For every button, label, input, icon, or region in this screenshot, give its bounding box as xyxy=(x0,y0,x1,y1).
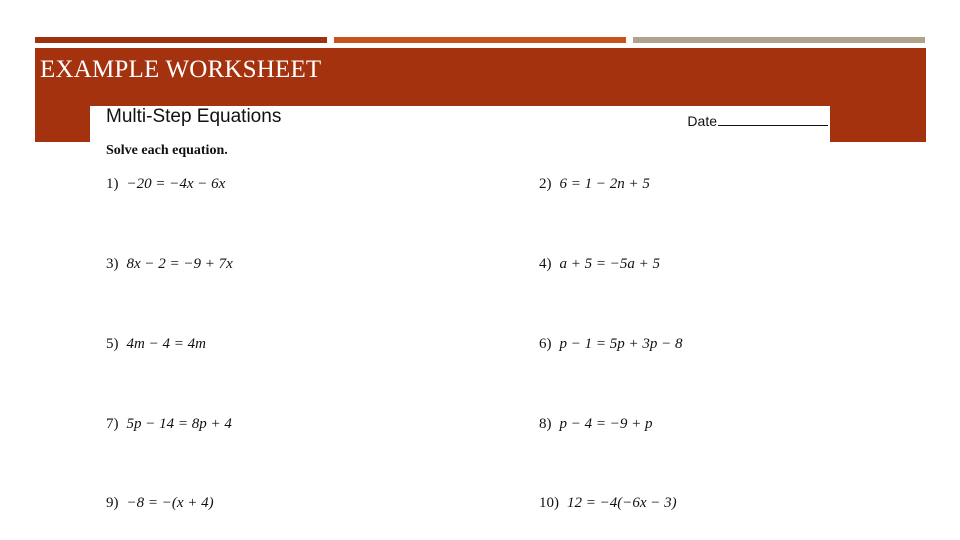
problem-4 xyxy=(539,256,660,273)
problem-number: 3) xyxy=(106,256,119,272)
worksheet-image xyxy=(90,106,830,540)
problem-equation: p − 4 = −9 + p xyxy=(559,416,653,432)
problem-8 xyxy=(539,416,653,433)
problem-number: 7) xyxy=(106,416,119,432)
slide-title: EXAMPLE WORKSHEET xyxy=(40,56,322,83)
problem-number: 8) xyxy=(539,416,552,432)
problem-equation: 4m − 4 = 4m xyxy=(126,336,206,352)
problem-number: 2) xyxy=(539,176,552,192)
problem-2 xyxy=(539,176,650,193)
date-field xyxy=(687,113,828,129)
problem-number: 10) xyxy=(539,495,559,511)
problem-equation: p − 1 = 5p + 3p − 8 xyxy=(559,336,683,352)
problem-number: 6) xyxy=(539,336,552,352)
date-blank-line xyxy=(718,113,828,126)
problem-6 xyxy=(539,336,683,353)
worksheet-instructions: Solve each equation. xyxy=(106,143,228,158)
problem-3 xyxy=(106,256,233,273)
problem-number: 9) xyxy=(106,495,119,511)
problem-equation: −20 = −4x − 6x xyxy=(126,176,226,192)
problem-number: 1) xyxy=(106,176,119,192)
problem-equation: 5p − 14 = 8p + 4 xyxy=(126,416,232,432)
worksheet-heading: Multi-Step Equations xyxy=(106,106,282,127)
problem-number: 5) xyxy=(106,336,119,352)
problem-10 xyxy=(539,495,677,512)
date-label: Date xyxy=(687,113,717,129)
problem-7 xyxy=(106,416,232,433)
problem-equation: −8 = −(x + 4) xyxy=(126,495,214,511)
problem-1 xyxy=(106,176,225,193)
problem-number: 4) xyxy=(539,256,552,272)
problem-equation: 8x − 2 = −9 + 7x xyxy=(126,256,233,272)
problem-equation: 6 = 1 − 2n + 5 xyxy=(559,176,650,192)
accent-bar-1 xyxy=(35,37,327,43)
problem-equation: a + 5 = −5a + 5 xyxy=(559,256,660,272)
accent-bar-2 xyxy=(334,37,626,43)
problem-9 xyxy=(106,495,214,512)
problem-5 xyxy=(106,336,206,353)
accent-bar-3 xyxy=(633,37,925,43)
problem-equation: 12 = −4(−6x − 3) xyxy=(567,495,677,511)
